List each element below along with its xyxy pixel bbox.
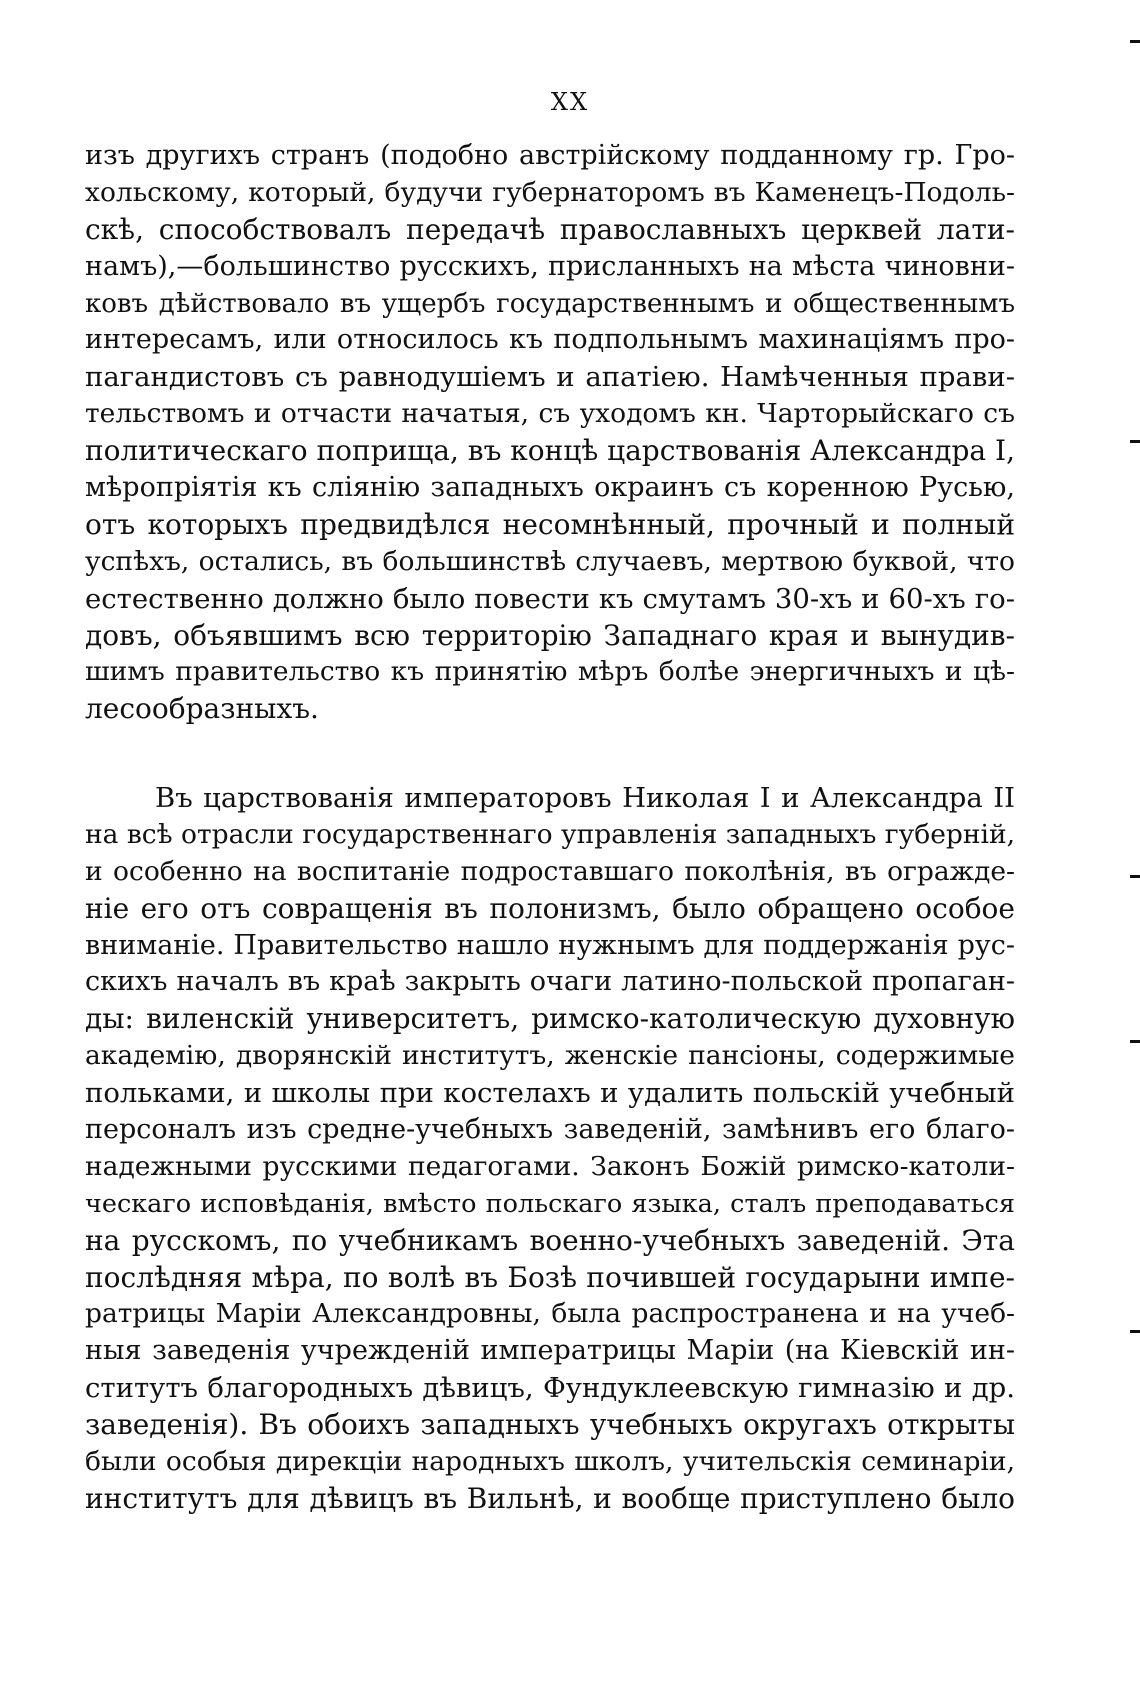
- text-line: пагандистовъ съ равнодушіемъ и апатіею. Намѣченныя прави-: [85, 361, 1015, 394]
- page-number: XX: [550, 88, 590, 116]
- text-line: ныя заведенія учрежденій императрицы Маріи (на Кіевскій ин-: [85, 1335, 1015, 1367]
- text-line: скѣ, способствовалъ передачѣ православныхъ церквей лати-: [85, 212, 1015, 246]
- text-line: ковъ дѣйствовало въ ущербъ государственнымъ и общественнымъ: [85, 288, 1015, 319]
- text-line: ды: виленскій университетъ, римско-католическую духовную: [85, 1002, 1015, 1036]
- paragraph-2: [85, 780, 1015, 1518]
- text-line: естественно должно было повести къ смутамъ 30-хъ и 60-хъ го-: [85, 582, 1015, 615]
- text-line: были особыя дирекціи народныхъ школъ, учительскія семинаріи,: [85, 1446, 1015, 1478]
- text-line: тельствомъ и отчасти начатыя, съ уходомъ кн. Чарторыйскаго съ: [85, 398, 1015, 430]
- text-line: изъ другихъ странъ (подобно австрійскому подданному гр. Гро-: [85, 140, 1015, 171]
- text-line: намъ),—большинство русскихъ, присланныхъ на мѣста чиновни-: [85, 250, 1015, 282]
- text-line: заведенія). Въ обоихъ западныхъ учебныхъ округахъ открыты: [85, 1408, 1015, 1442]
- margin-scan-mark: [1130, 1330, 1140, 1333]
- text-line: скихъ началъ въ краѣ закрыть очаги латино-польской пропаган-: [85, 966, 1015, 998]
- margin-scan-mark: [1130, 875, 1140, 878]
- margin-scan-mark: [1130, 440, 1140, 443]
- text-line: отъ которыхъ предвидѣлся несомнѣнный, прочный и полный: [85, 507, 1015, 541]
- margin-scan-mark: [1130, 1040, 1140, 1043]
- text-line: персоналъ изъ средне-учебныхъ заведеній, замѣнивъ его благо-: [85, 1114, 1015, 1146]
- text-line: довъ, объявшимъ всю территорію Западнаго края и вынудив-: [85, 618, 1015, 652]
- text-line: на русскомъ, по учебникамъ военно-учебныхъ заведеній. Эта: [85, 1223, 1015, 1257]
- margin-scan-mark: [1130, 40, 1140, 43]
- text-line: академію, дворянскій институтъ, женскіе пансіоны, содержимые: [85, 1040, 1015, 1072]
- text-line: надежными русскими педагогами. Законъ Божій римско-католи-: [85, 1150, 1015, 1182]
- text-line: ческаго исповѣданія, вмѣсто польскаго языка, сталъ преподаваться: [85, 1188, 1015, 1219]
- text-line: институтъ для дѣвицъ въ Вильнѣ, и вообще приступлено было: [85, 1481, 1015, 1515]
- text-line: успѣхъ, остались, въ большинствѣ случаевъ, мертвою буквой, что: [85, 545, 1015, 577]
- text-line: лесообразныхъ.: [85, 692, 319, 726]
- text-line: политическаго поприща, въ концѣ царствованія Александра I,: [85, 434, 1015, 468]
- text-line: послѣдняя мѣра, по волѣ въ Бозѣ почившей государыни импе-: [85, 1260, 1015, 1294]
- text-line: ратрицы Маріи Александровны, была распространена и на учеб-: [85, 1298, 1015, 1330]
- text-line: польками, и школы при костелахъ и удалить польскій учебный: [85, 1077, 1015, 1110]
- text-line: и особенно на воспитаніе подроставшаго поколѣнія, въ огражде-: [85, 855, 1015, 887]
- text-line: хольскому, который, будучи губернаторомъ въ Каменецъ-Подоль-: [85, 176, 1015, 208]
- text-line: интересамъ, или относилось къ подпольнымъ махинаціямъ про-: [85, 324, 1015, 356]
- text-line: ніе его отъ совращенія въ полонизмъ, было обращено особое: [85, 891, 1015, 925]
- text-line: мѣропріятія къ сліянію западныхъ окраинъ съ коренною Русью,: [85, 472, 1015, 504]
- text-line: на всѣ отрасли государственнаго управленія западныхъ губерній,: [85, 818, 1016, 850]
- text-line: Въ царствованія императоровъ Николая I и Александра II: [155, 782, 1015, 814]
- text-line: вниманіе. Правительство нашло нужнымъ для поддержанія рус-: [85, 929, 1015, 961]
- text-line: ститутъ благородныхъ дѣвицъ, Фундуклеевскую гимназію и др.: [85, 1372, 1015, 1405]
- paragraph-1: [85, 138, 1015, 728]
- text-line: шимъ правительство къ принятію мѣръ болѣе энергичныхъ и цѣ-: [85, 656, 1015, 688]
